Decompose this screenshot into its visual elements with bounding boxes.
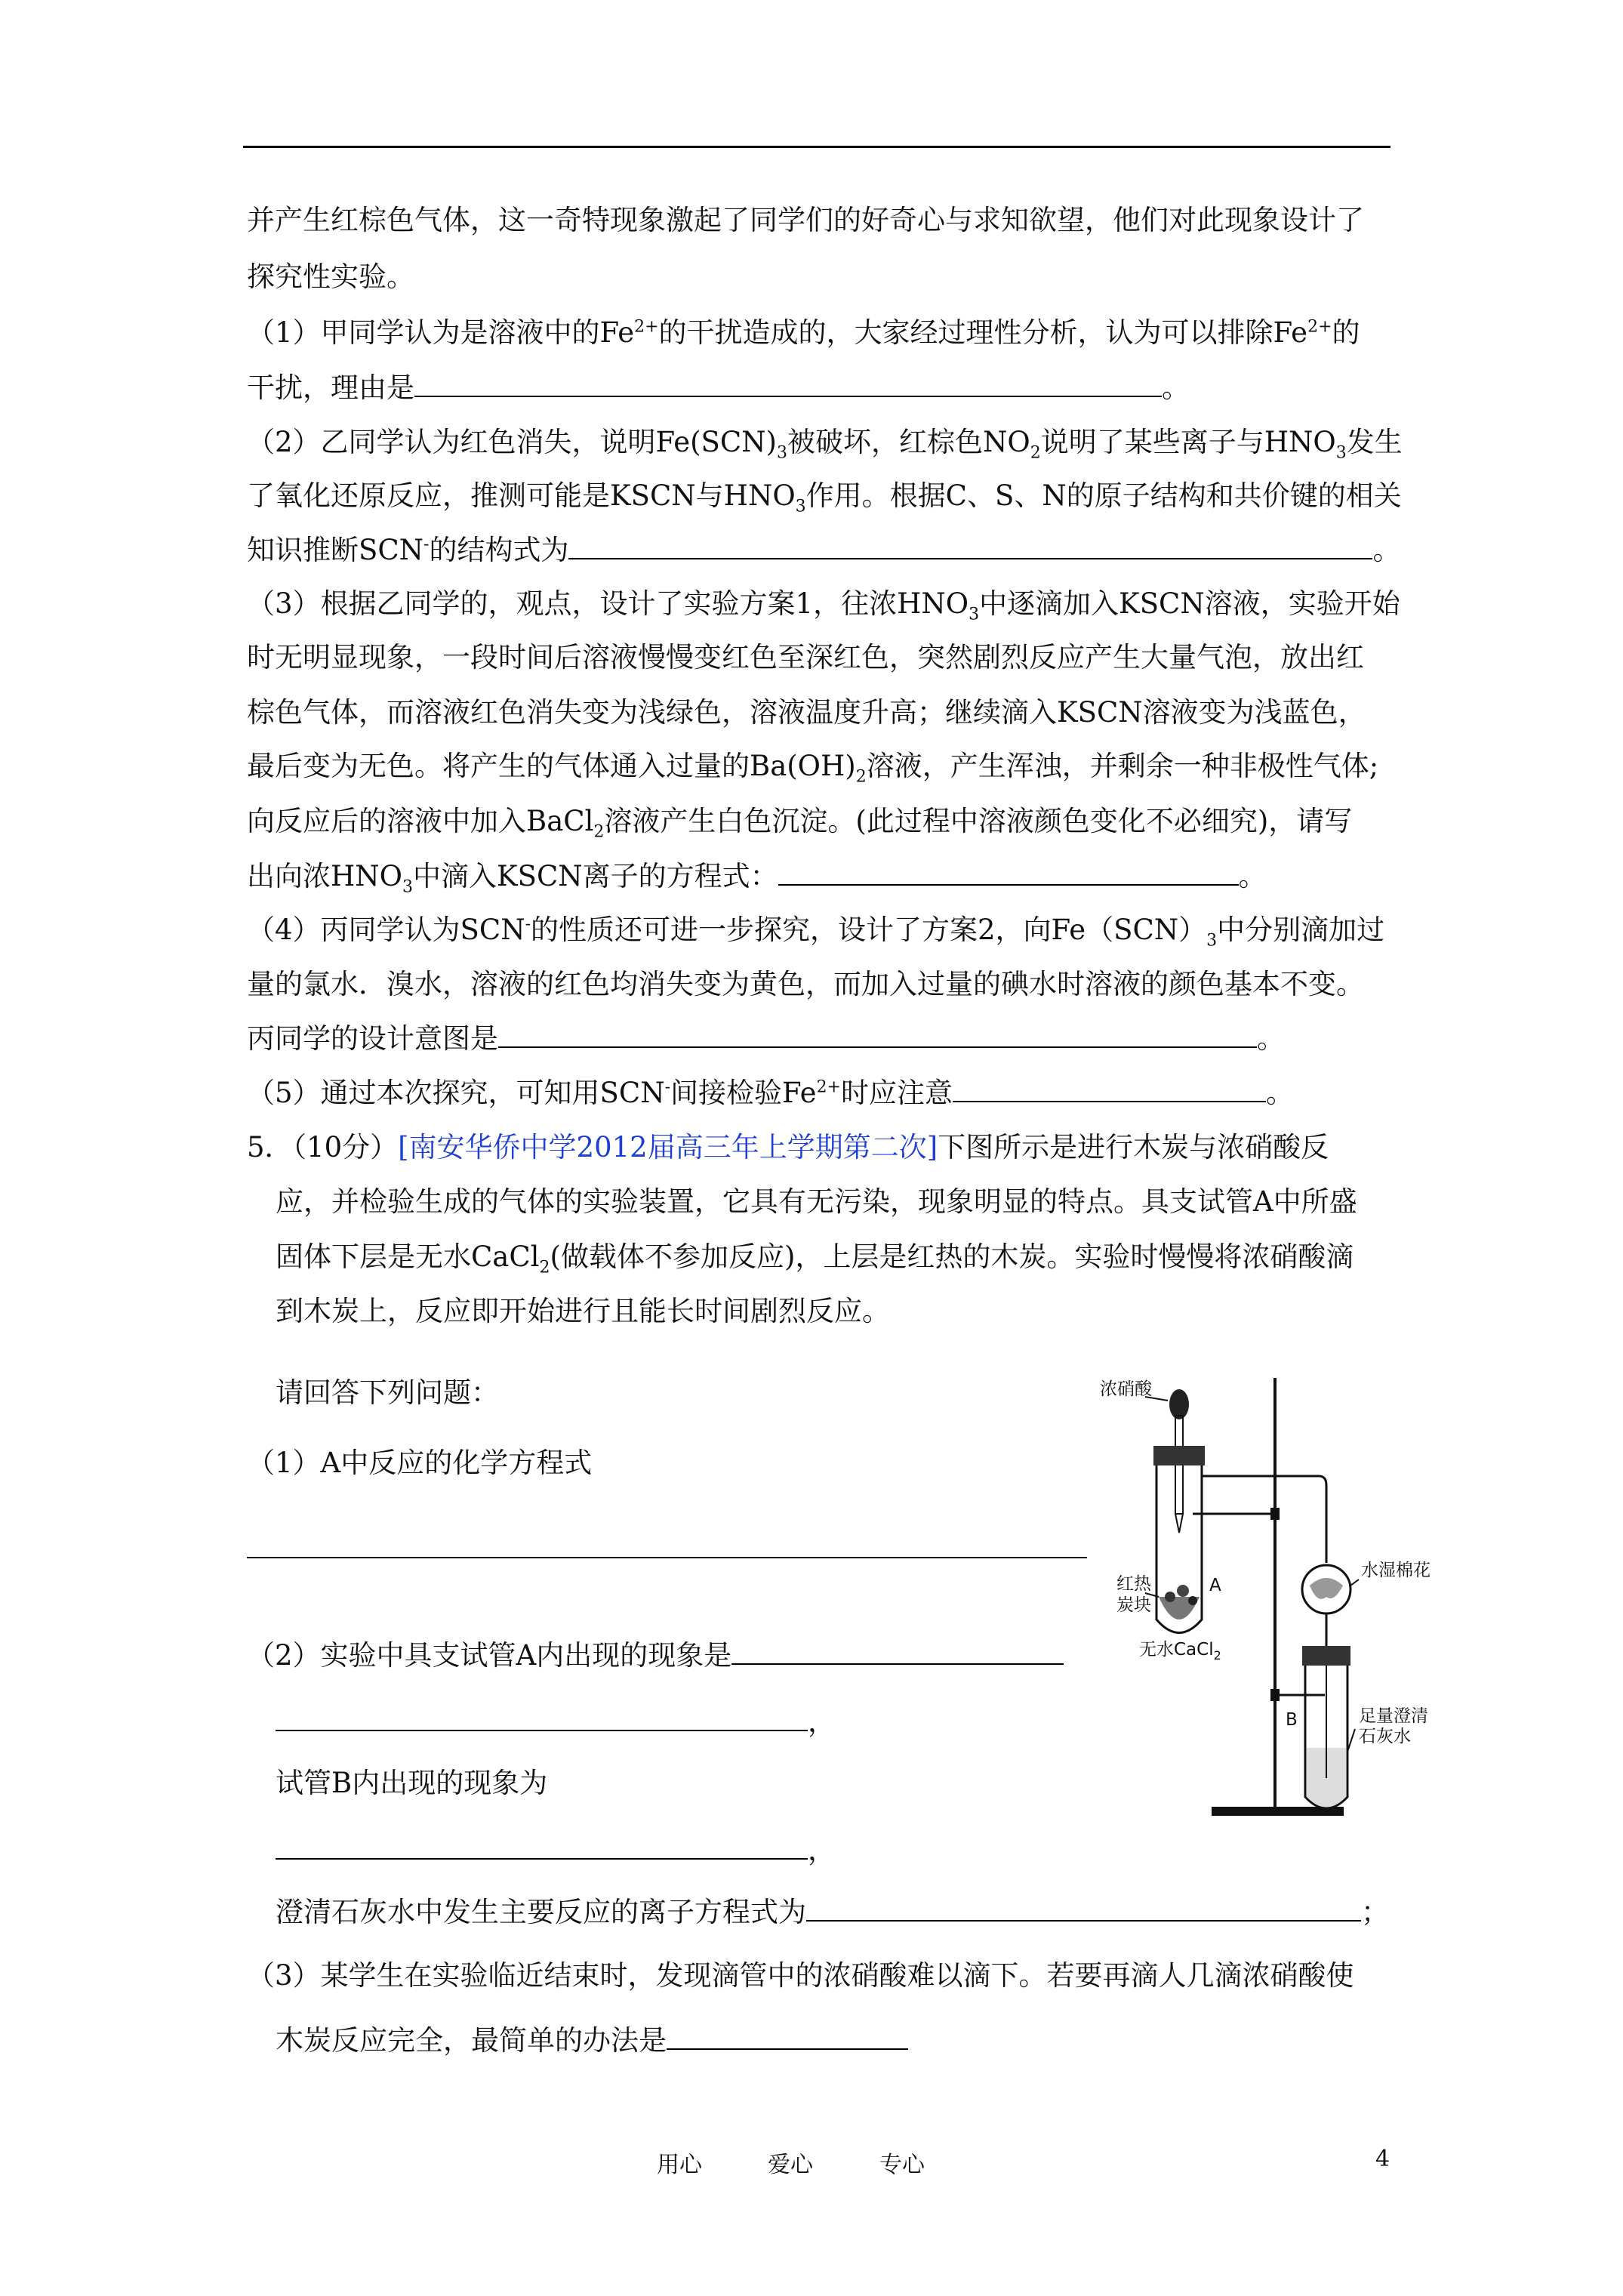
- question-2-answer-line: 知识推断SCN-的结构式为 。: [247, 531, 1400, 569]
- text-line: 时无明显现象，一段时间后溶液慢慢变红色至深红色，突然剧烈反应产生大量气泡，放出红: [247, 641, 1364, 673]
- label-carbon-lump: 炭块: [1116, 1595, 1151, 1615]
- answer-blank[interactable]: [778, 857, 1239, 886]
- stopper-b: [1302, 1646, 1350, 1666]
- sub-question-1: （1）A中反应的化学方程式: [247, 1447, 593, 1479]
- source-reference: [南安华侨中学2012届高三年上学期第二次]: [398, 1131, 938, 1163]
- text-line: 量的氯水．溴水，溶液的红色均消失变为黄色，而加入过量的碘水时溶液的颜色基本不变。: [247, 968, 1364, 1000]
- question-3-answer-line: 出向浓$HNO_3$中滴入KSCN离子的方程式： 。: [247, 857, 1267, 895]
- text-line: 固体下层是无水CaCl$_2$(做载体不参加反应)，上层是红热的木炭。实验时慢慢将浓硝酸滴: [276, 1240, 1354, 1277]
- sub-question-2: （2）实验中具支试管A内出现的现象是: [247, 1636, 1064, 1675]
- answer-blank[interactable]: [247, 1557, 1087, 1558]
- text-line: 请回答下列问题：: [276, 1376, 499, 1409]
- footer-text-1: 用心: [657, 2152, 702, 2178]
- question-4: （4）丙同学认为SCN-的性质还可进一步探究，设计了方案2，向$Fe(SCN)_3$中分别滴加过: [247, 914, 1385, 951]
- answer-blank[interactable]: [414, 368, 1162, 397]
- answer-blank[interactable]: [276, 1703, 808, 1731]
- label-b: B: [1286, 1710, 1298, 1730]
- header-rule: [243, 146, 1390, 148]
- label-cacl2: 无水CaCl$_2$: [1139, 1640, 1221, 1663]
- answer-blank[interactable]: [667, 2021, 908, 2050]
- problem-5-title: 5．（10分）[南安华侨中学2012届高三年上学期第二次]下图所示是进行木炭与浓硝酸反: [247, 1131, 1329, 1163]
- label-wet-cotton: 水湿棉花: [1361, 1561, 1431, 1580]
- text-line: 到木炭上，反应即开始进行且能长时间剧烈反应。: [276, 1295, 890, 1327]
- answer-blank[interactable]: [498, 1019, 1257, 1048]
- text-line: 并产生红棕色气体，这一奇特现象激起了同学们的好奇心与求知欲望，他们对此现象设计了: [247, 204, 1364, 236]
- question-2: （2）乙同学认为红色消失，说明$Fe(SCN)_3$被破坏，红棕色$NO_2$说明了某些离子与$HNO_3$发生: [247, 426, 1403, 463]
- sub-question-3: （3）某学生在实验临近结束时，发现滴管中的浓硝酸难以滴下。若要再滴人几滴浓硝酸使: [247, 1959, 1354, 1992]
- text-line: 木炭反应完全，最简单的办法是: [276, 2021, 908, 2060]
- question-3: （3）根据乙同学的，观点，设计了实验方案1，往浓$HNO_3$中逐滴加入KSCN溶液，实验开始: [247, 587, 1400, 624]
- footer-text-3: 专心: [879, 2152, 925, 2178]
- answer-blank[interactable]: [276, 1831, 808, 1860]
- text-line: 了氧化还原反应，推测可能是KSCN与$HNO_3$作用。根据C、S、N的原子结构和共价键的相关: [247, 479, 1402, 516]
- text-line: 澄清石灰水中发生主要反应的离子方程式为 ；: [276, 1893, 1389, 1931]
- label-nitric-acid: 浓硝酸: [1100, 1379, 1152, 1399]
- answer-blank[interactable]: [731, 1636, 1064, 1665]
- text-line: 试管B内出现的现象为: [276, 1767, 548, 1799]
- apparatus-figure: [1098, 1370, 1442, 1823]
- text-line: 棕色气体，而溶液红色消失变为浅绿色，溶液温度升高；继续滴入KSCN溶液变为浅蓝色，: [247, 696, 1366, 729]
- text-line: 向反应后的溶液中加入BaCl$_2$溶液产生白色沉淀。(此过程中溶液颜色变化不必细究)，请写: [247, 805, 1353, 842]
- label-red-hot: 红热: [1116, 1574, 1151, 1594]
- answer-blank[interactable]: [953, 1074, 1266, 1102]
- label-limewater-2: 石灰水: [1359, 1727, 1411, 1746]
- label-limewater-1: 足量澄清: [1359, 1706, 1428, 1726]
- text-line: 探究性实验。: [247, 260, 414, 293]
- question-1: （1）甲同学认为是溶液中的$Fe^{2+}$的干扰造成的，大家经过理性分析，认为可以排除$Fe^{2+}$的: [247, 316, 1360, 349]
- text-line: 应，并检验生成的气体的实验装置，它具有无污染，现象明显的特点。具支试管A中所盛: [276, 1185, 1357, 1218]
- question-1-answer-line: 干扰，理由是 。: [247, 368, 1190, 407]
- text-line: 最后变为无色。将产生的气体通入过量的$Ba(OH)_2$溶液，产生浑浊，并剩余一种非极性气体;: [247, 750, 1379, 787]
- page-number: 4: [1375, 2146, 1390, 2172]
- answer-line: ，: [276, 1703, 836, 1741]
- answer-blank[interactable]: [806, 1893, 1361, 1922]
- question-5: （5）通过本次探究，可知用SCN-间接检验$Fe^{2+}$时应注意 。: [247, 1074, 1294, 1112]
- question-4-answer-line: 丙同学的设计意图是 。: [247, 1019, 1285, 1058]
- answer-blank[interactable]: [568, 531, 1372, 559]
- answer-line: ，: [276, 1831, 836, 1869]
- footer-text-2: 爱心: [768, 2152, 813, 2178]
- stopper-a: [1153, 1446, 1205, 1465]
- side-arm: [1202, 1476, 1326, 1544]
- label-a: A: [1209, 1576, 1221, 1595]
